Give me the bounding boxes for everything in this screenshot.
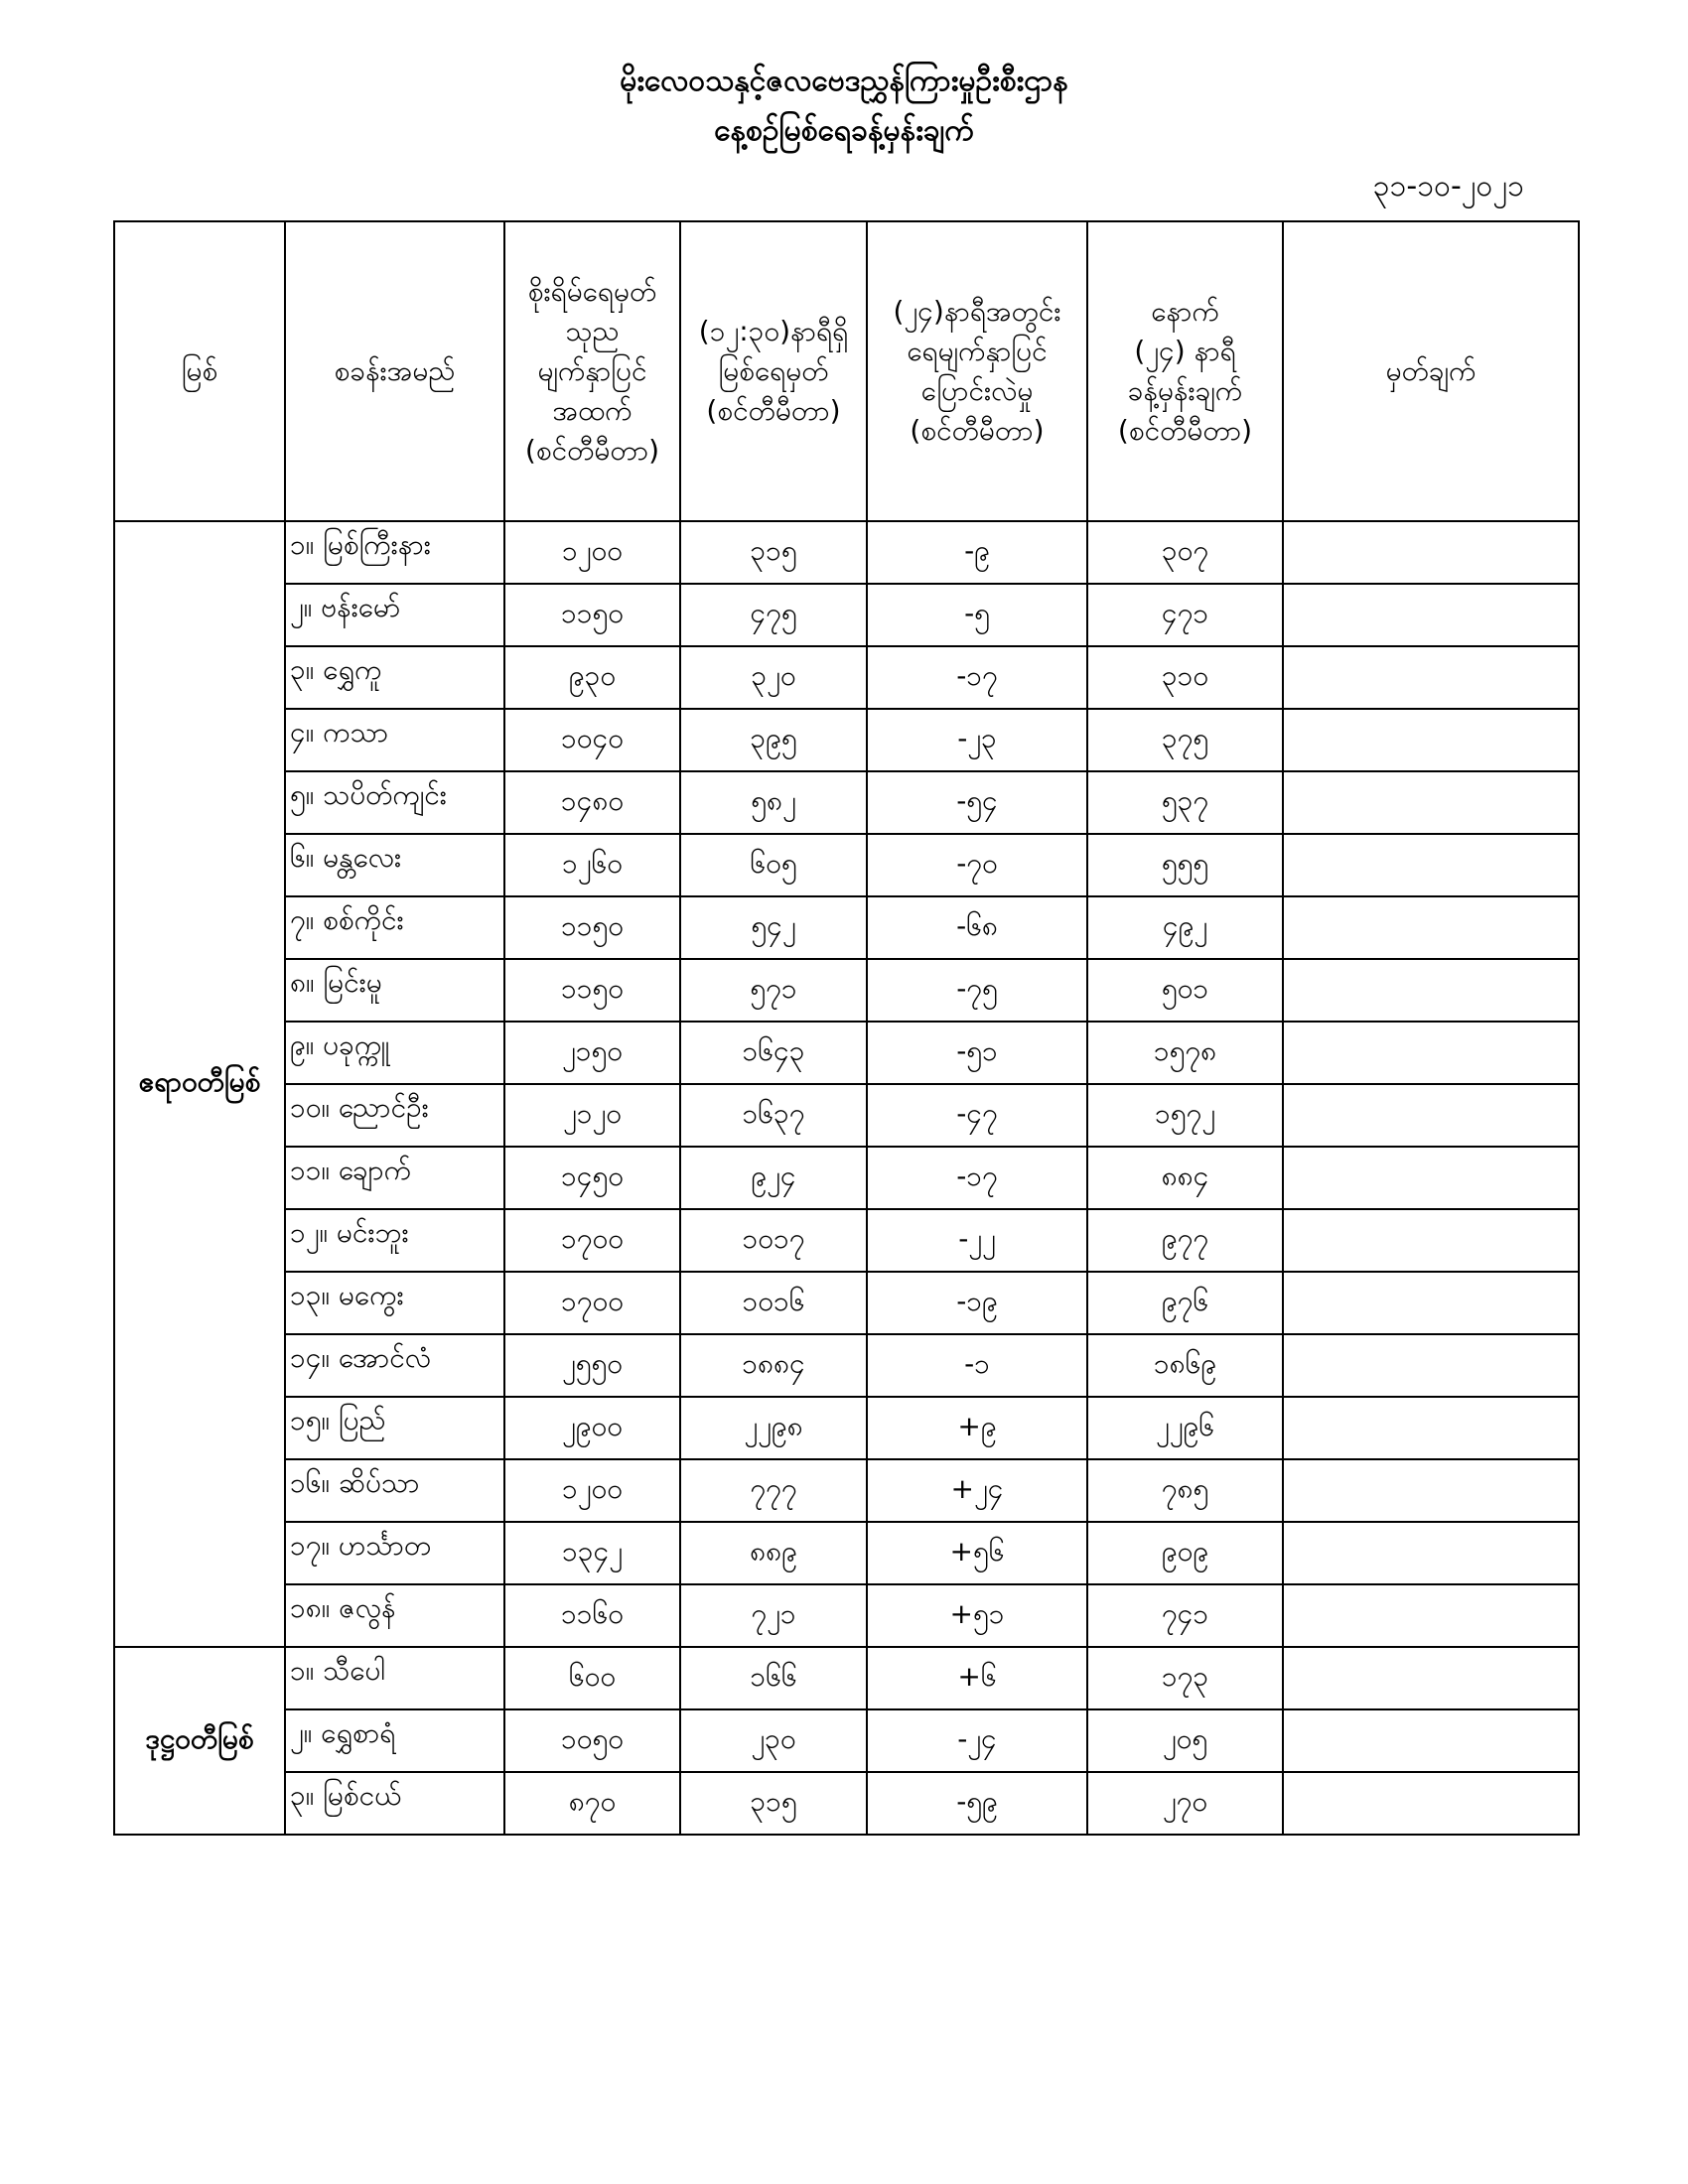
remark-cell xyxy=(1283,521,1579,584)
station-name-cell: ၁၀။ ညောင်ဦး xyxy=(285,1084,504,1147)
danger-level-cell: ၁၁၅၀ xyxy=(504,584,680,646)
water-level-cell: ၇၂၁ xyxy=(680,1584,867,1647)
station-name-cell: ၃။ ရွှေကူ xyxy=(285,646,504,709)
station-name-cell: ၅။ သပိတ်ကျင်း xyxy=(285,771,504,834)
water-level-cell: ၅၈၂ xyxy=(680,771,867,834)
danger-level-cell: ၁၀၅၀ xyxy=(504,1709,680,1772)
water-level-cell: ၂၃၀ xyxy=(680,1709,867,1772)
forecast-cell: ၄၇၁ xyxy=(1087,584,1283,646)
danger-level-cell: ၁၁၅၀ xyxy=(504,896,680,959)
danger-level-cell: ၁၁၅၀ xyxy=(504,959,680,1022)
water-level-cell: ၄၇၅ xyxy=(680,584,867,646)
table-row xyxy=(114,1022,1579,1084)
table-row xyxy=(114,521,1579,584)
remark-cell xyxy=(1283,1084,1579,1147)
danger-level-cell: ၁၂၀၀ xyxy=(504,521,680,584)
table-row xyxy=(114,959,1579,1022)
column-header xyxy=(504,221,680,521)
table-row xyxy=(114,646,1579,709)
danger-level-cell: ၁၀၄၀ xyxy=(504,709,680,771)
water-level-cell: ၁၈၈၄ xyxy=(680,1334,867,1397)
danger-level-cell: ၁၄၈၀ xyxy=(504,771,680,834)
change-cell: +၆ xyxy=(867,1647,1087,1709)
remark-cell xyxy=(1283,1397,1579,1459)
change-cell: -၅၁ xyxy=(867,1022,1087,1084)
change-cell: -၁၇ xyxy=(867,646,1087,709)
remark-cell xyxy=(1283,1772,1579,1835)
remark-cell xyxy=(1283,1584,1579,1647)
remark-cell xyxy=(1283,1647,1579,1709)
station-name-cell: ၉။ ပခုက္ကူ xyxy=(285,1022,504,1084)
column-header-line: စခန်းအမည် xyxy=(334,354,456,387)
station-name-cell: ၄။ ကသာ xyxy=(285,709,504,771)
water-level-cell: ၉၂၄ xyxy=(680,1147,867,1209)
danger-level-cell: ၁၄၅၀ xyxy=(504,1147,680,1209)
column-header-line: (၂၄)နာရီအတွင်း xyxy=(893,295,1061,328)
station-name-cell: ၆။ မန္တလေး xyxy=(285,834,504,896)
station-name-cell: ၁၈။ ဇလွန် xyxy=(285,1584,504,1647)
column-header-line: အထက် xyxy=(552,394,633,427)
table-row xyxy=(114,1397,1579,1459)
change-cell: +၅၁ xyxy=(867,1584,1087,1647)
forecast-table xyxy=(113,220,1580,1836)
forecast-cell: ၄၉၂ xyxy=(1087,896,1283,959)
forecast-cell: ၁၅၇၂ xyxy=(1087,1084,1283,1147)
column-header xyxy=(680,221,867,521)
forecast-cell: ၁၅၇၈ xyxy=(1087,1022,1283,1084)
station-name-cell: ၂။ ဗန်းမော် xyxy=(285,584,504,646)
station-name-cell: ၈။ မြင်းမူ xyxy=(285,959,504,1022)
station-name-cell: ၇။ စစ်ကိုင်း xyxy=(285,896,504,959)
forecast-cell: ၂၇၀ xyxy=(1087,1772,1283,1835)
department-title: မိုးလေဝသနှင့်ဇလဗေဒညွှန်ကြားမှုဦးစီးဌာန xyxy=(620,64,1068,98)
water-level-cell: ၁၀၁၆ xyxy=(680,1272,867,1334)
forecast-cell: ၅၃၇ xyxy=(1087,771,1283,834)
table-row xyxy=(114,1709,1579,1772)
danger-level-cell: ၂၅၅၀ xyxy=(504,1334,680,1397)
water-level-cell: ၃၉၅ xyxy=(680,709,867,771)
station-name-cell: ၁၅။ ပြည် xyxy=(285,1397,504,1459)
forecast-cell: ၉၇၆ xyxy=(1087,1272,1283,1334)
report-title: နေ့စဉ်မြစ်ရေခန့်မှန်းချက် xyxy=(714,113,974,148)
table-row xyxy=(114,1084,1579,1147)
forecast-cell: ၇၄၁ xyxy=(1087,1584,1283,1647)
station-name-cell: ၂။ ရွှေစာရံ xyxy=(285,1709,504,1772)
change-cell: -၁၉ xyxy=(867,1272,1087,1334)
danger-level-cell: ၉၃၀ xyxy=(504,646,680,709)
water-level-cell: ၃၁၅ xyxy=(680,521,867,584)
danger-level-cell: ၁၇၀၀ xyxy=(504,1209,680,1272)
water-level-cell: ၃၂၀ xyxy=(680,646,867,709)
table-row xyxy=(114,709,1579,771)
table-row xyxy=(114,1772,1579,1835)
forecast-cell: ၉၀၉ xyxy=(1087,1522,1283,1584)
column-header-line: ပြောင်းလဲမှု xyxy=(920,374,1034,407)
water-level-cell: ၈၈၉ xyxy=(680,1522,867,1584)
column-header-line: (စင်တီမီတာ) xyxy=(706,394,841,427)
station-name-cell: ၁။ မြစ်ကြီးနား xyxy=(285,521,504,584)
table-row xyxy=(114,771,1579,834)
remark-cell xyxy=(1283,1522,1579,1584)
column-header-line: စိုးရိမ်ရေမှတ် xyxy=(527,275,657,308)
danger-level-cell: ၁၃၄၂ xyxy=(504,1522,680,1584)
change-cell: -၅၄ xyxy=(867,771,1087,834)
column-header-line: မှတ်ချက် xyxy=(1385,354,1477,387)
table-row xyxy=(114,1334,1579,1397)
water-level-cell: ၂၂၉၈ xyxy=(680,1397,867,1459)
column-header-line: (၁၂:၃၀)နာရီရှိ xyxy=(698,315,849,347)
change-cell: -၉ xyxy=(867,521,1087,584)
change-cell: -၇၅ xyxy=(867,959,1087,1022)
forecast-cell: ၁၇၃ xyxy=(1087,1647,1283,1709)
report-date: ၃၁-၁၀-၂၀၂၁ xyxy=(1372,169,1524,204)
forecast-cell: ၈၈၄ xyxy=(1087,1147,1283,1209)
danger-level-cell: ၂၉၀၀ xyxy=(504,1397,680,1459)
table-row xyxy=(114,834,1579,896)
change-cell: -၂၂ xyxy=(867,1209,1087,1272)
water-level-cell: ၅၄၂ xyxy=(680,896,867,959)
danger-level-cell: ၁၁၆၀ xyxy=(504,1584,680,1647)
table-row xyxy=(114,1209,1579,1272)
header-row xyxy=(114,221,1579,521)
station-name-cell: ၁၂။ မင်းဘူး xyxy=(285,1209,504,1272)
water-level-cell: ၁၆၄၃ xyxy=(680,1022,867,1084)
table-row xyxy=(114,1147,1579,1209)
table-row xyxy=(114,1459,1579,1522)
station-name-cell: ၁၇။ ဟင်္သာတ xyxy=(285,1522,504,1584)
remark-cell xyxy=(1283,1022,1579,1084)
forecast-cell: ၇၈၅ xyxy=(1087,1459,1283,1522)
station-name-cell: ၁၆။ ဆိပ်သာ xyxy=(285,1459,504,1522)
remark-cell xyxy=(1283,1272,1579,1334)
station-name-cell: ၁၁။ ချောက် xyxy=(285,1147,504,1209)
column-header xyxy=(867,221,1087,521)
table-row xyxy=(114,896,1579,959)
remark-cell xyxy=(1283,1147,1579,1209)
forecast-cell: ၂၀၅ xyxy=(1087,1709,1283,1772)
danger-level-cell: ၆၀၀ xyxy=(504,1647,680,1709)
column-header-line: မြစ်ရေမှတ် xyxy=(718,354,829,387)
column-header xyxy=(1087,221,1283,521)
river-name-cell: ဧရာဝတီမြစ် xyxy=(114,521,285,1647)
table-row xyxy=(114,1584,1579,1647)
forecast-cell: ၅၅၅ xyxy=(1087,834,1283,896)
change-cell: -၇၀ xyxy=(867,834,1087,896)
change-cell: -၄၇ xyxy=(867,1084,1087,1147)
water-level-cell: ၁၀၁၇ xyxy=(680,1209,867,1272)
remark-cell xyxy=(1283,959,1579,1022)
change-cell: -၁ xyxy=(867,1334,1087,1397)
remark-cell xyxy=(1283,709,1579,771)
forecast-cell: ၁၈၆၉ xyxy=(1087,1334,1283,1397)
column-header xyxy=(114,221,285,521)
change-cell: +၂၄ xyxy=(867,1459,1087,1522)
change-cell: -၅ xyxy=(867,584,1087,646)
change-cell: +၅၆ xyxy=(867,1522,1087,1584)
forecast-cell: ၃၁၀ xyxy=(1087,646,1283,709)
column-header-line: (၂၄) နာရီ xyxy=(1134,335,1236,367)
forecast-cell: ၅၀၁ xyxy=(1087,959,1283,1022)
column-header-line: (စင်တီမီတာ) xyxy=(910,414,1045,447)
remark-cell xyxy=(1283,584,1579,646)
station-name-cell: ၃။ မြစ်ငယ် xyxy=(285,1772,504,1835)
table-row xyxy=(114,1522,1579,1584)
change-cell: -၁၇ xyxy=(867,1147,1087,1209)
column-header-line: ရေမျက်နှာပြင် xyxy=(907,335,1048,367)
table-row xyxy=(114,1272,1579,1334)
change-cell: +၉ xyxy=(867,1397,1087,1459)
remark-cell xyxy=(1283,771,1579,834)
water-level-cell: ၁၆၃၇ xyxy=(680,1084,867,1147)
danger-level-cell: ၈၇၀ xyxy=(504,1772,680,1835)
change-cell: -၅၉ xyxy=(867,1772,1087,1835)
table-row xyxy=(114,584,1579,646)
column-header-line: မျက်နှာပြင် xyxy=(537,354,647,387)
remark-cell xyxy=(1283,834,1579,896)
water-level-cell: ၃၁၅ xyxy=(680,1772,867,1835)
remark-cell xyxy=(1283,896,1579,959)
column-header-line: (စင်တီမီတာ) xyxy=(524,434,660,467)
station-name-cell: ၁၄။ အောင်လံ xyxy=(285,1334,504,1397)
column-header-line: (စင်တီမီတာ) xyxy=(1117,414,1253,447)
table-row xyxy=(114,1647,1579,1709)
water-level-cell: ၅၇၁ xyxy=(680,959,867,1022)
column-header xyxy=(285,221,504,521)
column-header-line: နောက် xyxy=(1151,295,1219,328)
forecast-cell: ၃၀၇ xyxy=(1087,521,1283,584)
remark-cell xyxy=(1283,1709,1579,1772)
danger-level-cell: ၁၂၆၀ xyxy=(504,834,680,896)
remark-cell xyxy=(1283,1209,1579,1272)
column-header xyxy=(1283,221,1579,521)
forecast-cell: ၂၂၉၆ xyxy=(1087,1397,1283,1459)
water-level-cell: ၆၀၅ xyxy=(680,834,867,896)
column-header-line: ခန့်မှန်းချက် xyxy=(1127,374,1243,407)
danger-level-cell: ၂၁၅၀ xyxy=(504,1022,680,1084)
forecast-cell: ၉၇၇ xyxy=(1087,1209,1283,1272)
column-header-line: မြစ် xyxy=(181,354,218,387)
column-header-line: သုည xyxy=(565,315,620,347)
remark-cell xyxy=(1283,646,1579,709)
water-level-cell: ၇၇၇ xyxy=(680,1459,867,1522)
water-level-cell: ၁၆၆ xyxy=(680,1647,867,1709)
remark-cell xyxy=(1283,1334,1579,1397)
remark-cell xyxy=(1283,1459,1579,1522)
river-name-cell: ဒုဋ္ဌဝတီမြစ် xyxy=(114,1647,285,1835)
change-cell: -၂၃ xyxy=(867,709,1087,771)
danger-level-cell: ၁၇၀၀ xyxy=(504,1272,680,1334)
change-cell: -၂၄ xyxy=(867,1709,1087,1772)
forecast-cell: ၃၇၅ xyxy=(1087,709,1283,771)
danger-level-cell: ၁၂၀၀ xyxy=(504,1459,680,1522)
station-name-cell: ၁။ သီပေါ xyxy=(285,1647,504,1709)
station-name-cell: ၁၃။ မကွေး xyxy=(285,1272,504,1334)
danger-level-cell: ၂၁၂၀ xyxy=(504,1084,680,1147)
change-cell: -၆၈ xyxy=(867,896,1087,959)
